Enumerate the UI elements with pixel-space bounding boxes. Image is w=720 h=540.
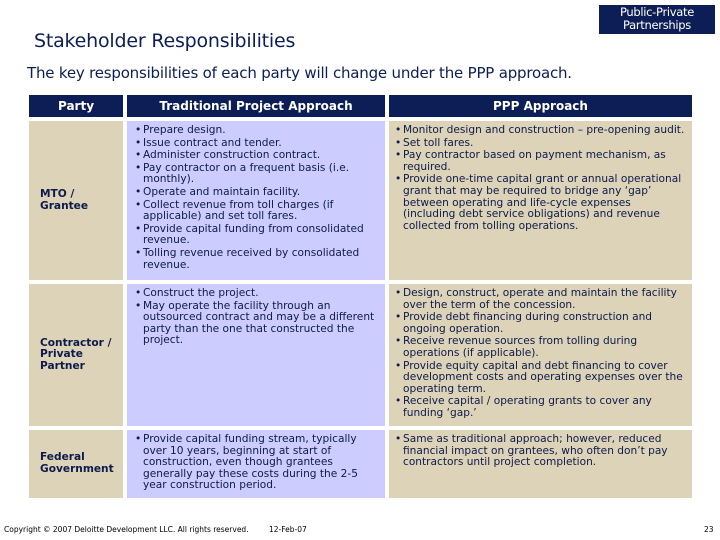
bullet-item: • Monitor design and construction – pre-opening audit. [395,125,686,137]
page-number: 23 [704,525,714,534]
party-label: Private [40,348,83,361]
party-label: Government [40,463,114,475]
ppp-cell [389,121,692,280]
party-cell [29,121,123,280]
bullet-item: • Receive revenue sources from tolling during operations (if applicable). [395,336,686,359]
footer-date: 12-Feb-07 [269,525,307,534]
bullet-item: • Receive capital / operating grants to cover any funding ‘gap.’ [395,396,686,419]
party-label: Federal [40,451,85,464]
header-ppp: PPP Approach [389,95,692,117]
page-subtitle: The key responsibilities of each party will change under the PPP approach. [27,64,572,82]
bullet-item: • Operate and maintain facility. [135,187,379,199]
bullet-item: • Provide debt financing during construction and ongoing operation. [395,312,686,335]
party-cell [29,284,123,426]
bullet-item: • Provide equity capital and debt financing to cover development costs and operating expenses over the operating term. [395,361,686,396]
bullet-item: • Design, construct, operate and maintain the facility over the term of the concession. [395,288,686,311]
section-badge [599,5,715,34]
bullet-item: • Construct the project. [135,288,379,300]
party-label: Contractor / [40,336,112,349]
traditional-cell [127,430,385,498]
badge-line: Public-Private [619,5,695,19]
bullet-item: • Pay contractor based on payment mechanism, as required. [395,150,686,173]
header-traditional: Traditional Project Approach [127,95,385,117]
bullet-item: • Provide capital funding stream, typically over 10 years, beginning at start of construction, even though grantees generally pay these costs during the 2-5 year construction period. [135,434,379,492]
ppp-cell [389,430,692,498]
bullet-item: • Pay contractor on a frequent basis (i.e. monthly). [135,163,379,186]
party-label: MTO / [40,187,75,200]
traditional-cell [127,121,385,280]
bullet-item: • Provide one-time capital grant or annual operational grant that may be required to bridge any ‘gap’ between operating and life-cycle expenses (including debt service obligations) and revenue collected from tolling operations. [395,174,686,232]
header-party: Party [29,95,123,117]
bullet-item: • Issue contract and tender. [135,138,379,150]
bullet-item: • Prepare design. [135,125,379,137]
page-title: Stakeholder Responsibilities [34,30,296,52]
bullet-item: • Set toll fares. [395,138,686,150]
bullet-item: • Tolling revenue received by consolidated revenue. [135,248,379,271]
traditional-cell [127,284,385,426]
party-cell [29,430,123,498]
bullet-item: • May operate the facility through an outsourced contract and may be a different party than the one that constructed the project. [135,301,379,347]
party-label: Grantee [40,199,89,212]
party-label: Partner [40,359,85,372]
bullet-item: • Same as traditional approach; however, reduced financial impact on grantees, who often don’t pay contractors until project completion. [395,434,686,469]
bullet-item: • Provide capital funding from consolidated revenue. [135,224,379,247]
bullet-item: • Collect revenue from toll charges (if applicable) and set toll fares. [135,200,379,223]
copyright: Copyright © 2007 Deloitte Development LLC. All rights reserved. [4,525,249,534]
bullet-item: • Administer construction contract. [135,150,379,162]
ppp-cell [389,284,692,426]
badge-line: Partnerships [623,18,691,32]
